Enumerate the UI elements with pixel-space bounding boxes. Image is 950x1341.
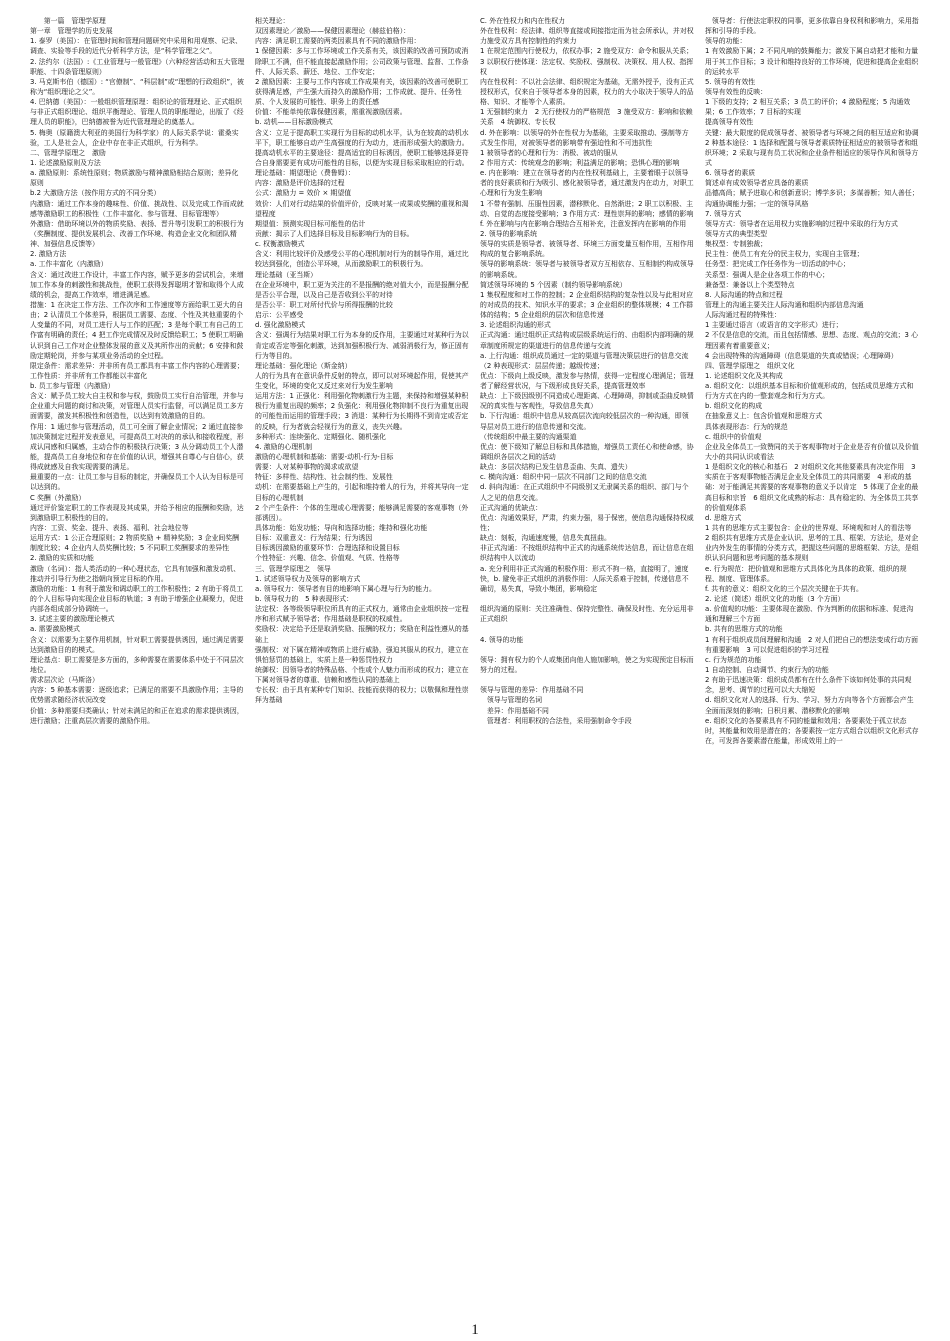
text-line: 运用方式：1 公正合理原则；2 物质奖励 + 精神奖励；3 企业间奖酬制度比较；4 企业内人员奖酬比较；5 不同职工奖酬要求的差异性 [30,534,240,553]
text-line: 管理者：利用职权的合法性，采用强制命令手段 [480,716,632,725]
text-line: 缺点：上下级因级别不同造成心理距离、心理障碍，抑制或歪曲反映情况的真实性与客观性，导致信息失真） [480,392,694,411]
text-line: e. 内在影响：建立在领导者的内在性权利基础上，主要着眼于以领导者的良好素质和行为吸引、感化被领导者，通过激发内在动力，对职工心理和行为发生影响 [480,169,694,198]
text-line: 强制权：对下属在精神或物质上进行威胁，强迫其服从的权力，建立在惧怕惩罚的基础上，实质上是一种惩罚性权力 [255,645,469,664]
text-line: 四、管理学原理之 组织文化 [705,361,795,370]
text-line: d. 强化激励模式 [255,321,306,330]
text-line: 1 有利于组织成员间理解和沟通 2 对人们把自己的想法变成行动方面有重要影响 3 可以促进组织的学习过程 [705,635,918,654]
text-line: 1. 试述领导权力及领导的影响方式 [255,574,361,583]
text-line: b.2 大激励方法（按作用方式的不同分类） [30,189,161,198]
text-line: 简述领导环境的 5 个因素（制约领导影响系统） [480,280,627,289]
text-line [480,624,695,634]
text-line: 是否公平：职工对所付代价与所得报酬的比较 [255,300,393,309]
text-column-2 [255,16,470,1296]
text-line: a. 充分利用非正式沟通的积极作用：形式不拘一格，直接明了，速度快，b. 避免非正式组织的消极作用：人际关系难于控制，传递信息不确切，易失真，导致小集团，影响稳定 [480,564,689,593]
text-line: 8. 人际沟通的特点和过程 [705,290,783,299]
text-line: 2 个产生条件：个体的生理或心理需要；能够满足需要的客观事物（外部诱因）。 [255,503,469,522]
text-line: 1 不带有强制、压服性因素，潜移默化、自然渐进；2 职工以积极、主动、自觉的态度接受影响；3 作用方式：理性崇拜的影响；感情的影响 [480,199,694,218]
text-line: 关键：最大限度的促成领导者、被领导者与环境之间的相互适应和协调 [705,128,919,137]
text-line: 2. 激励方法 [30,250,67,259]
text-line: f. 共有的意义：组织文化的三个层次关键在于共有。 [705,584,863,593]
text-line: 内容：工资、奖金、提升、表扬、福利、社会地位等 [30,524,189,533]
text-line: 1 集权程度和对工作的控制；2 企业组织结构的复杂性以及与此相对应的对成员的技术、知识水平的要求；3 企业组织的整体规模；4 工作群体的结构；5 企业组织的层次和信息传递 [480,290,693,320]
text-line: 非正式沟通：不按组织结构中正式的沟通系统传达信息，而让信息在组织结构中人以流动 [480,544,694,563]
text-line: d. 思维方式 [705,513,742,522]
text-line: 1 下级的支持；2 相互关系；3 员工的评价；4 激励程度；5 沟通效果；6 工作效率；7 目标的实现 [705,98,911,117]
text-line [480,645,695,655]
text-line: 理论基础：期望理论（费鲁姆）： [255,169,355,178]
text-line: c. 行为规范的功能 [705,655,762,664]
text-line: 2 不仅是信息的交流，而且包括情感、思想、态度、观点的交流；3 心理因素有着重要意义； [705,331,918,350]
text-line: 5. 领导的有效性 [705,77,756,86]
text-line: 2. 激励的实质和功能 [30,554,94,563]
text-line: 领导方式：领导者在运用权力实施影响的过程中采取的行为方式 [705,219,898,228]
text-line: 正式沟通：通过组织正式结构或层级系统运行的、由组织内部明确的规章制度所规定的渠道进行的信息传递与交流 [480,331,694,350]
text-line: 领导方式的典型类型 [705,229,768,238]
text-line: 优点：下级向上级反映，激发参与热情，获得一定程度心理满足；管理者了解经营状况，与下级形成良好关系，提高管理效率 [480,371,694,391]
text-line: 任务型：把完成工作任务作为一切活动的中心； [705,260,850,269]
text-line: 理论基础（亚当斯） [255,270,318,279]
text-line: 1. 泰罗（美国）：在管理时间和管理问题研究中采用和用观察、记录、调查、实验等手段的近代分析科学方法，是“科学管理之父”。 [30,37,243,56]
text-line: 含义：立足于提高职工实现行为目标的动机水平，认为在较高的动机水平下，职工能够自动产生高强度的行为动力，进而形成强大的激励力。提高动机水平的主要途径：提高适宜的目标诱因，使职工能够选择更符合自身需要更有成功可能性的目标，以便为实现目标采取相应的行动。 [255,128,469,167]
text-line: a. 激励原则：系统性原则；物质激励与精神激励相结合原则；差异化原则 [30,169,239,188]
text-line: 三、管理学原理之 领导 [255,564,331,573]
text-line: 需要：人对某种事物的渴求或欲望 [255,463,359,472]
text-line [480,675,695,685]
text-line: 2 激励因素：主要与工作内容或工作成果有关，该因素的改善可使职工获得满足感，产生强大而持久的激励作用；工作成就、提升、任务性质、个人发展的可能性、职务上的责任感 [255,77,469,107]
text-line: 1 被领导者的心理和行为：消极、被动的服从 [480,148,618,157]
text-line: 奖励权：决定给予还是取消奖励、报酬的权力；奖励在利益性遵从的基础上 [255,625,469,644]
text-line: b. 领导权力的 5 种表现形式： [255,595,354,604]
text-line: 期望值：预测实现目标可能性的估计 [255,219,366,228]
text-line: 1 无强制约束力 2 无行使权力的严格规范 3 施受双方：影响和依赖关系 4 统御权、专长权 [480,108,693,127]
text-line: （2 种表现形式：层层传递；越级传递； [480,361,604,370]
text-line: 2. 论述（简述）组织文化的功能（3 个方面） [705,595,845,604]
text-line: 提高领导有效性 [705,118,754,127]
text-line: 特征：多样性、结构性、社会制约性、发展性 [255,473,393,482]
text-line: 优点：使下级知了解总目标和具体措施，增强员工责任心和使命感，协调组织各层次之间的活动 [480,442,694,462]
text-line: 组织沟通的原则：关注准确性、保持完整性、确保及时性、充分运用非正式组织 [480,605,694,624]
text-line: 个性特征：兴趣、信念、价值观、气质、性格等 [255,554,400,563]
text-line: 2 作用方式：传统观念的影响；利益满足的影响；恐惧心理的影响 [480,158,680,167]
text-line: 缺点：多层次结构已发生信息歪曲、失真、遗失） [480,463,632,472]
text-line: 5. 梅奥（原籍澳大利亚的美国行为科学家）的人际关系学说：霍桑实验，工人是社会人，企业中存在非正式组织，行为科学。 [30,128,239,147]
text-line: 内激励：通过工作本身的趣味性、价值、挑战性、以及完成工作而成就感等激励职工的积极性（工作丰富化、参与管理、目标管理等） [30,199,244,218]
text-line: 二、管理学原理之 激励 [30,148,106,157]
text-line: 3. 论述组织沟通的形式 [480,321,551,330]
text-line: d. 组织文化对人的选择、行为、学习、努力方向等各个方面都会产生全面而深刻的影响；日积月累、潜移默化的影响 [705,696,914,715]
text-line [480,594,695,604]
text-line: b. 组织文化的构成 [705,402,762,411]
text-line: 统御权：因领导者的特殊品格、个性或个人魅力而形成的权力；建立在下属对领导者的尊重、信赖和感性认同的基础上 [255,666,469,685]
document-page [30,16,920,1316]
text-line: 通过评价鉴定职工的工作表现及其成果，并给予相应的报酬和奖励，达到激励职工积极性的目的。 [30,503,244,522]
text-line: 1 自动控制、自动调节、约束行为的功能 [705,666,829,674]
text-line: 激励（名词）：指人类活动的一种心理状态，它具有加强和激发动机、推动并引导行为使之指朝向预定目标的作用。 [30,564,241,583]
text-line: 领导有效性的反映： [705,87,768,96]
text-line: d. 斜向沟通：在正式组织中不同级别又无隶属关系的组织、部门与个人之见的信息交流。 [480,483,689,502]
text-line: 具体功能：始发功能；导向和选择功能；维持和强化功能 [255,524,428,533]
text-columns [30,16,920,1296]
text-line: C. 外在性权力和内在性权力 [480,17,565,25]
text-line: 品德高尚；赋予进取心和创新意识；博学多识；多谋善断；知人善任；沟通协调能力强；一定的领导风格 [705,189,919,208]
text-line: 含义：以需要为主要作用机制，针对职工需要提供诱因，通过满足需要达到激励目的的模式。 [30,635,244,654]
text-line: 4. 巴纳德（美国）：一般组织管理原理：组织论的管理理论、正式组织与非正式组织理论、组织平衡理论、管理人员的职能理论，出版了《经理人员的职能》，巴纳德被誉为近代管理理论的奠基人。 [30,98,244,127]
text-line: d. 外在影响：以领导的外在性权力为基础，主要采取推动、强制等方式发生作用，对被领导者的影响带有强迫性和不可违抗性 [480,128,689,147]
text-line: a. 上行沟通：组织成员通过一定的渠道与管理决策层进行的信息交流 [480,351,689,360]
text-line: 人的行为具有在意识条件反射的特点，即可以对环境起作用，促使其产生变化，环境的变化又反过来对行为发生影响 [255,371,469,391]
text-line: 3. 试述主要的激励理论模式 [30,615,115,624]
text-line: 领导者：行使法定职权的同事，更多依靠自身权利和影响力，采用指挥和引导的手段。 [705,17,919,36]
text-line: 7. 领导方式 [705,209,742,218]
text-line: 最重要的一点：让员工参与目标的制定，并确保员工个人认为目标是可以达到的。 [30,473,244,492]
text-line: 2 组织共有思维方式是企业认识、思考的工具、框架、方法论，是对企业内外发生的事情的分类方式，把握这些问题的思维框架、方法，是组织认识问题和思考问题的基本规则 [705,534,919,563]
text-line: （传统组织中最主要的沟通渠道 [480,432,577,441]
text-line: c. 权衡激励模式 [255,240,305,249]
text-line: c. 横向沟通：组织中同一层次不同部门之间的信息交流 [480,473,647,482]
text-line: 限定条件：需求差异：并非所有员工都具有丰富工作内容的心理需要；工作性质：并非所有工作都能以丰富化 [30,361,244,380]
text-line: 领导的功能： [705,37,747,46]
text-line: 第一篇 管理学原理 [30,17,106,25]
text-line: 领导的影响系统：领导者与被领导者双方互相依存、互相制约构成领导的影响系统。 [480,260,694,279]
text-line: 动机：在需要基础上产生的，引起和维持着人的行为，并将其导向一定目标的心理机制 [255,483,469,502]
text-line: f. 外在影响与内在影响合理结合互相补充，注意发挥内在影响的作用 [480,219,687,228]
text-line: 缺点：刻板，沟通速度慢，信息失真扭曲。 [480,534,611,543]
text-line: 领导与管理的差异：作用基础不同 [480,686,584,695]
text-line: a. 工作丰富化（内激励） [30,260,108,269]
text-line: 1. 论述组织文化及其构成 [705,371,783,380]
text-line: 4. 领导的功能 [480,635,524,644]
text-line: a. 价值观的功能：主要体现在激励、作为判断的依据和标准、促进沟通和理解三个方面 [705,605,914,624]
text-line: a. 领导权力：领导者有目的地影响下属心理与行为的能力。 [255,584,436,593]
text-line: 民主性：使员工有充分的民主权力，实现自主管理； [705,250,864,259]
text-line: 公式：激励力 = 效价 × 期望值 [255,189,352,198]
text-line: 目标：双重意义：行为结果；行为诱因 [255,534,373,543]
text-column-3 [480,16,695,1296]
text-line: 1 保健因素：多与工作环境或工作关系有关，该因素的改善可预防或消除职工不满，但不能直接起激励作用；公司政策与管理、监督、工作条件、人际关系、薪还、地位、工作安定； [255,47,469,76]
text-line: b. 动机——目标激励模式 [255,118,333,127]
text-line: 1. 论述激励原则及方法 [30,158,101,167]
page-number: 1 [471,1322,479,1338]
text-line: 含义：通过改进工作设计，丰富工作内容，赋予更多的尝试机会，来增加工作本身的刺激性和挑战性，使职工获得发挥聪明才智和取得个人成绩的机会，提高工作效率，增进满足感。 [30,270,244,299]
text-line: b. 下行沟通：组织中信息从较高层次流向较低层次的一种沟通，即领导层对员工进行的信息传递和交流。 [480,412,689,431]
text-line: 作用：1 通过参与管理活动，员工可全面了解企业情况；2 通过直接参加决策制定过程并发表意见，可提高员工对决的的承认和接收程度，形成认同感和归属感，主动合作的积极执行决策；3 从分调动员工个人潜能，提高员工自身地位和存在价值的认识，增强其自尊心与自信心，获得成就感及自我实现需要的满足。 [30,422,244,472]
text-line: 领导：拥有权力的个人或集团向他人施加影响，使之为实现预定目标而努力的过程。 [480,655,694,674]
text-line: 价值：多种需要归类确认；针对未满足的和正在追求的需求提供诱因，进行激励；注重高层次需要的激励作用。 [30,706,244,725]
text-line: b. 员工参与管理（内激励） [30,382,115,391]
text-line: b. 共有的思维方式的功能 [705,625,783,634]
text-line: 运用方法：1 正强化：利用强化物刺激行为主题，来保持和增强某种积极行为重复出现的频率；2 负强化：利用强化物抑制不良行为重复出现的可能性而运用的管理手段；3 消退：某种行为长期得不到肯定或否定的反映，行为者就会轻视行为的意义，丧失兴趣。 [255,392,469,431]
text-line: 效价：人们对行动结果的价值评价，反映对某一成果或奖酬的重视和渴望程度 [255,199,469,218]
text-line: 专长权：由于具有某种专门知识、技能而获得的权力；以敬佩和理性崇拜为基础 [255,686,469,705]
text-line: 含义：利用比较评价及感受公平的心理机制对行为的制导作用，通过比较达到强化，创造公平环境，从而激励职工的积极行为。 [255,250,469,269]
text-line: 人际沟通过程的特殊性： [705,311,781,320]
text-line: 4 会出现特殊的沟通障碍（信息渠道的失真或错误；心理障碍） [705,351,898,360]
text-line: 1 是组织文化的核心和基石 2 对组织文化其他要素具有决定作用 3 实质在于客观事物能否满足企业及全体员工的共同需要 4 形成的基础：对于能满足其需要的客观事物的意义予以肯定 5 体现了企业的最高目标和宗旨 6 组织文化成熟的标志：具有稳定的、为全体员工共享的价值观体系 [705,463,919,512]
text-line: 理论基点：职工需要是多方面的，多种需要在需要体系中处于不同层次地位。 [30,655,244,674]
text-line: 兼备型：兼备以上个类型特点 [705,280,795,289]
text-line: 外在性权利：经法律、组织等直接或间接指定而为社会所承认，并对权力施受双方具有控制性的约束力 [480,27,694,46]
text-line: 1 在规定范围内行使权力，依权办事；2 施受双方：命令和服从关系；3 以职权行使体现：法定权、奖励权、强制权、决策权、用人权、指挥权 [480,47,694,76]
text-line: 企业及全体员工一致赞同的关于客观事物对于企业是否有价值以及价值大小的共同认识或看法 [705,442,919,462]
text-line: 外激励：借助环境以外的物质奖励、表扬、晋升等引发职工的积极行为（奖酬制度、提供发展机会、改善工作环境、构造企业文化和团队精神、加强信息反馈等） [30,219,244,249]
text-line: 内容：5 种基本需要：逐级追求；已满足的需要不具激励作用；主导的优势需求随经济状况改变 [30,686,244,705]
text-line: 优点：沟通效果好，严肃，约束力强，易于保密，使信息沟通保持权威性； [480,513,694,533]
text-line: 价值：不能单纯依靠保健因素，需重视激励因素。 [255,108,407,117]
text-line: 在企业环境中，职工更为关注的不是报酬的绝对值大小，而是报酬分配是否公平合理，以及自己是否收到公平的对待 [255,280,469,299]
text-line: a. 需要激励模式 [30,625,80,634]
text-line: 贡献：揭示了人们选择目标及目标影响行为的目标。 [255,229,414,238]
text-column-1 [30,16,245,1296]
text-line: 3. 马克斯韦伯（德国）: “官僚制”、“科层制”或“理想的行政组织”，被称为“组织理论之父”。 [30,77,244,96]
text-line: 简述卓有成效领导者应具备的素质 [705,179,809,188]
text-line: 含义：强调行为结果对职工行为本身的反作用，主要通过对某种行为以肯定或否定等强化刺激，达到加强积极行为、减弱消极行为，修正固有行为等目的。 [255,331,469,360]
text-line: 双因素理论／激励——保健因素理论（赫兹伯格）： [255,27,411,36]
text-line: 含义：赋予员工较大自主权和参与权，鼓励员工实行自治管理，并参与企业重大问题的商讨和决策，对管理人员实行监督，可以满足员工多方面需要，激发其积极性和创造性，以达到有效激励的目的。 [30,392,244,421]
text-line: e. 组织文化的各要素具有不同的能量和效用；各要素处于孤立状态时，其能量和效用是潜在的；各要素按一定方式组合以组织文化形式存在，可发挥各要素潜在能量，形成效用上的一 [705,716,919,745]
text-line: 需求层次论（马斯洛） [30,676,99,685]
text-line: 理论基础：强化理论（斯金纳） [255,361,352,370]
text-line: 2. 法约尔（法国）:《工业管理与一般管理》（六种经营活动和五大管理职能、十四条管理原则） [30,57,245,76]
text-line: 激励的心理机制和基础：需要-动机-行为-目标 [255,453,394,462]
text-line: 相关理论： [255,17,290,25]
text-line: 多种形式：连续强化、定期强化、随机强化 [255,432,386,441]
text-line: a. 组织文化：以组织基本目标和价值观形成的，包括成员思维方式和行为方式在内的一整套观念和行为方式。 [705,382,914,401]
text-line: 差异：作用基础不同 [480,706,549,715]
text-line: 2 种基本途径：1 选择和配置与领导者素质特征相适应的被领导者和组织环境；2 采取与现有员工状况和企业条件相适应的领导作风和领导方式 [705,138,919,167]
text-line: 具体表现形态：行为的规范 [705,422,788,431]
text-line: 激励的功能：1 有利于激发和调动职工的工作积极性；2 有助于将员工的个人目标导向实现企业目标的轨道；3 有助于增强企业凝聚力，促进内部各组成部分协调统一。 [30,584,244,614]
text-line: 领导的实质是领导者、被领导者、环境三方面变量互相作用，互相作用构成的复合影响系统。 [480,240,694,259]
text-line: 措施：1 在决定工作方法、工作次序和工作速度等方面给职工更大的自由；2 认清员工个体差异，根据员工需要、态度、个性及其他重要的个人变量的不同，对员工进行人与工作的匹配；3 是每个职工有自己的工作富有明确的责任；4 把工作完成情况及时反馈给职工；5 使职工明确认识到自己工作对企业整体发展的意义及其所作出的贡献；6 安排和鼓励定期轮岗，并参与某项业务活动的全过程。 [30,300,244,360]
text-line: 6. 领导者的素质 [705,169,756,178]
text-line: e. 行为规范：把价值观和思维方式具体化为具体的政策、组织的规程、制度、管理体系。 [705,564,907,583]
text-line: 4. 激励的心理机制 [255,442,312,451]
text-line: 1 主要通过语言（或语言的文字形式）进行； [705,321,843,330]
text-line: 内容：满足职工需要的两类因素具有不同的激励作用： [255,37,421,46]
text-line: 关系型：强调人是企业各项工作的中心； [705,270,830,279]
text-line: 在抽象意义上：包含价值观和思维方式 [705,412,823,421]
text-line: 2 有助于迅速决策：组织成员都有在什么条件下该如何处事的共同观念，思考、调节的过程可以大大缩短 [705,676,912,695]
text-line: 正式沟通的优缺点： [480,503,543,512]
text-line: 内容：激励是评价选择的过程 [255,179,345,188]
text-line: C 奖酬（外激励） [30,493,86,502]
text-line: 启示：公平感受 [255,311,304,320]
text-column-4 [705,16,920,1296]
text-line: 内在性权利：不以社会法律、组织规定为基础，无需外授予，没有正式授权形式，仅来自于领导者本身的因素，权力的大小取决于领导人的品格、知识、才能等个人素质。 [480,77,694,107]
text-line: 领导与管理的名词 [480,696,543,705]
text-line: 2. 领导的影响系统 [480,229,537,238]
text-line: 集权型：专制独裁； [705,240,768,249]
text-line: 1 共有的思维方式主要包含：企业的世界观、环境观和对人的看法等 [705,524,912,533]
text-line: 管理上的沟通主要关注人际沟通和组织内部信息沟通 [705,300,864,309]
text-line: 法定权：各等级领导职位所具有的正式权力，通常由企业组织按一定程序和形式赋予领导者；作用基础是职权的权威性。 [255,605,469,624]
text-line: 1 有效激励下属；2 不同凡响的鼓舞能力；激发下属自动把才能和力量用于其工作目标；3 设计和维持良好的工作环境，促进和提高企业组织的运转水平 [705,47,919,76]
text-line: 第一章 管理学的历史发展 [30,27,113,36]
text-line: c. 组织中的价值观 [705,432,762,441]
text-line: 目标诱因激励的重要环节：合理选择和设置目标 [255,544,400,553]
